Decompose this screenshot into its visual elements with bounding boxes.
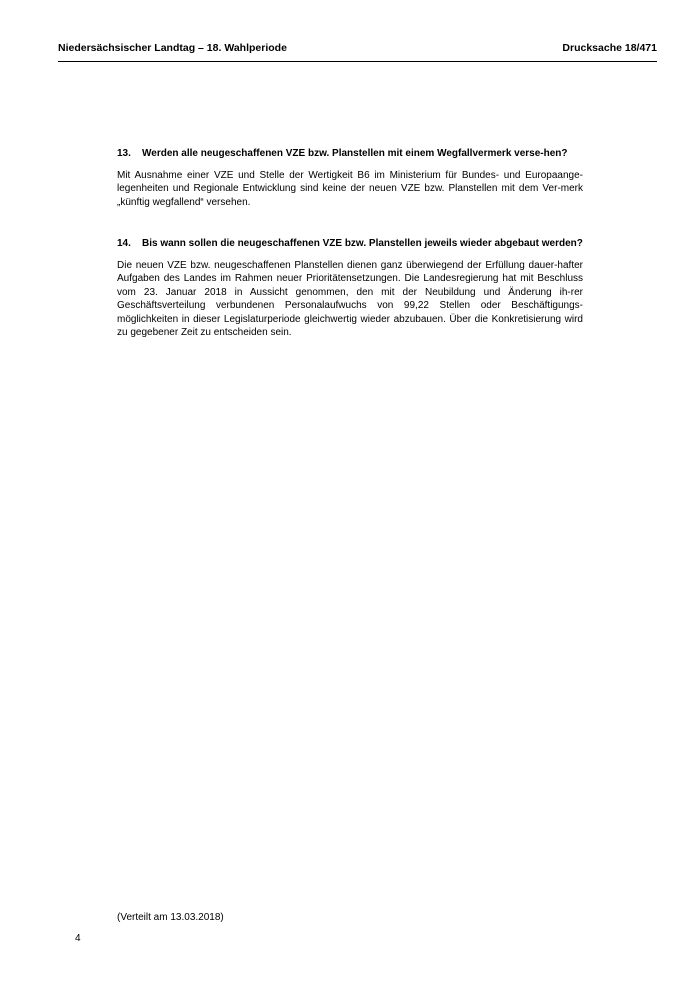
document-number: Drucksache 18/471 <box>562 42 657 54</box>
question-text: Werden alle neugeschaffenen VZE bzw. Planstellen mit einem Wegfallvermerk verse-hen? <box>142 148 568 159</box>
qa-item-13 <box>117 147 583 209</box>
question-number: 14. <box>117 238 131 249</box>
question <box>117 147 583 161</box>
question-number: 13. <box>117 148 131 159</box>
answer-text: Die neuen VZE bzw. neugeschaffenen Planstellen dienen ganz überwiegend der Erfüllung dauer-hafter Aufgaben des Landes im Rahmen neuer Prioritätensetzungen. Die Landesregierung hat mit Beschluss vom 23. Januar 2018 in Aussicht genommen, den mit der Neubildung und Änderung ih-rer Geschäftsverteilung verbundenen Personalaufwuchs von 99,22 Stellen oder Beschäftigungs-möglichkeiten in dieser Legislaturperiode gleichwertig wieder abzubauen. Über die Konkretisierung wird zu gegebener Zeit zu entscheiden sein. <box>117 259 583 338</box>
main-content <box>117 147 583 340</box>
question <box>117 237 583 251</box>
answer-text: Mit Ausnahme einer VZE und Stelle der Wertigkeit B6 im Ministerium für Bundes- und Europaange-legenheiten und Regionale Entwicklung sind keine der neuen VZE bzw. Planstellen mit dem Ver-merk „künftig wegfallend“ versehen. <box>117 169 583 208</box>
distribution-date: (Verteilt am 13.03.2018) <box>117 912 224 923</box>
parliament-period-title: Niedersächsischer Landtag – 18. Wahlperiode <box>58 42 287 54</box>
qa-item-14 <box>117 237 583 340</box>
page-header <box>58 41 657 62</box>
page-number: 4 <box>75 933 81 944</box>
question-text: Bis wann sollen die neugeschaffenen VZE bzw. Planstellen jeweils wieder abgebaut werden? <box>142 238 583 249</box>
